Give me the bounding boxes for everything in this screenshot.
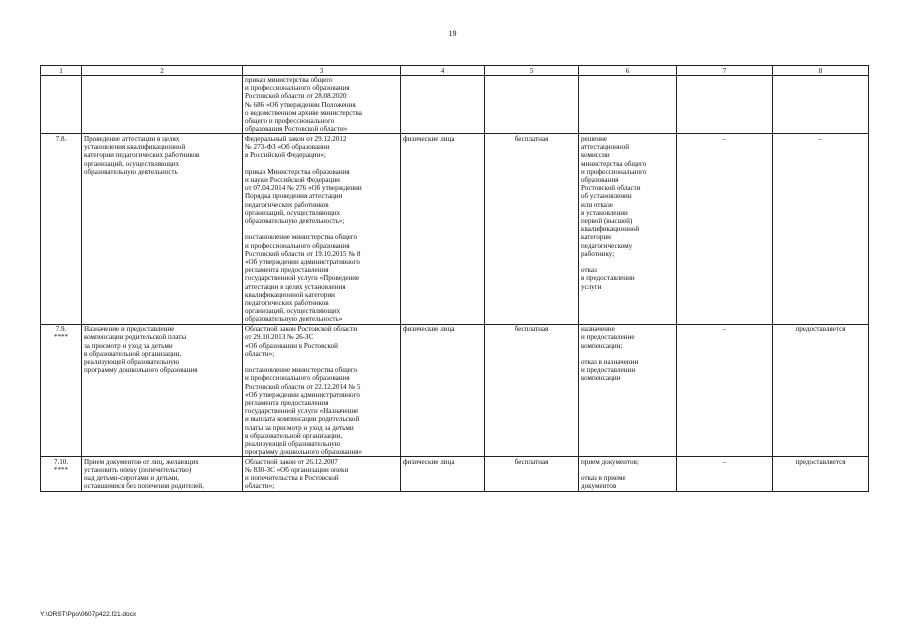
column-7-value: –	[677, 134, 773, 324]
row-number: 7.10.	[53, 457, 69, 466]
row-number-cell	[41, 134, 82, 324]
column-8-value: предоставляется	[773, 457, 869, 491]
page-number: 19	[448, 29, 457, 38]
row-number: 7.8.	[55, 134, 67, 143]
legal-basis-text: Областной закон от 26.12.2007 № 830-ЗС «Об организации опеки и попечительства в Ростовской области»;	[243, 457, 401, 491]
row-marker: ****	[53, 466, 69, 475]
service-name: Назначение и предоставление компенсации родительской платы за присмотр и уход за детьми в образовательной организации, реализующей образовательную программу дошкольного образования	[82, 324, 243, 457]
column-number: 5	[485, 66, 579, 76]
column-number: 8	[773, 66, 869, 76]
continuation-row	[41, 75, 869, 134]
row-number-cell	[41, 324, 82, 457]
column-number: 7	[677, 66, 773, 76]
service-name: Проведение аттестации в целях установления квалификационной категории педагогических работников организаций, осуществляющих образовательную деятельность	[82, 134, 243, 324]
column-number: 4	[401, 66, 485, 76]
column-number: 2	[82, 66, 243, 76]
row-number-cell	[41, 457, 82, 491]
column-8-value: предоставляется	[773, 324, 869, 457]
column-number-row	[41, 66, 869, 76]
payment-type: бесплатная	[485, 457, 579, 491]
service-result: назначение и предоставление компенсации; отказ в назначении и предоставлении компенсации	[579, 324, 677, 457]
column-number: 1	[41, 66, 82, 76]
legal-basis-text: Федеральный закон от 29.12.2012 № 273-ФЗ «Об образовании в Российской Федерации»; приказ Министерства образования и науки Российской Федерации от 07.04.2014 № 276 «Об утверждении Порядка проведения аттестации педагогических работников организаций, осуществляющих образовательную деятельность»; постановление министерства общего и профессионального образования Ростовской области от 19.10.2015 № 8 «Об утверждении административного регламента предоставления государственной услуги «Проведение аттестации в целях установления квалификационной категории педагогических работников организаций, осуществляющих образовательную деятельность»	[243, 134, 401, 324]
service-result: прием документов; отказ в приеме документов	[579, 457, 677, 491]
table-row	[41, 134, 869, 324]
service-name: Прием документов от лиц, желающих установить опеку (попечительство) над детьми-сиротами и детьми, оставшимися без попечения родителей,	[82, 457, 243, 491]
column-8-value: –	[773, 134, 869, 324]
row-number: 7.9.	[55, 325, 67, 334]
legal-basis-text: Областной закон Ростовской области от 29.10.2013 № 26-ЗС «Об образовании в Ростовской области»; постановление министерства общего и профессионального образования Ростовской области от 22.12.2014 № 5 «Об утверждении административного регламента предоставления государственной услуги «Назначение и выплата компенсации родительской платы за присмотр и уход за детьми в образовательной организации, реализующей образовательную программу дошкольного образования»	[243, 324, 401, 457]
recipients: физические лица	[401, 457, 485, 491]
services-table	[40, 65, 869, 492]
column-7-value: –	[677, 457, 773, 491]
row-marker: ****	[53, 333, 69, 342]
recipients: физические лица	[401, 134, 485, 324]
payment-type: бесплатная	[485, 324, 579, 457]
table-row	[41, 324, 869, 457]
recipients: физические лица	[401, 324, 485, 457]
table-row	[41, 457, 869, 491]
column-7-value: –	[677, 324, 773, 457]
column-number: 6	[579, 66, 677, 76]
file-path-footer: Y:\ORST\Ppo\0607p422.f21.docx	[40, 611, 137, 618]
legal-basis-text: приказ министерства общего и профессионального образования Ростовской области от 28.08.2020 № 686 «Об утверждении Положения о ведомственном архиве министерства общего и профессионального образования Ростовской области»	[243, 75, 401, 134]
column-number: 3	[243, 66, 401, 76]
service-result: решение аттестационной комиссии министерства общего и профессионального образования Ростовской области об установлении или отказе в установлении первой (высшей) квалификационной категории педагогическому работнику; отказ в предоставлении услуги	[579, 134, 677, 324]
payment-type: бесплатная	[485, 134, 579, 324]
